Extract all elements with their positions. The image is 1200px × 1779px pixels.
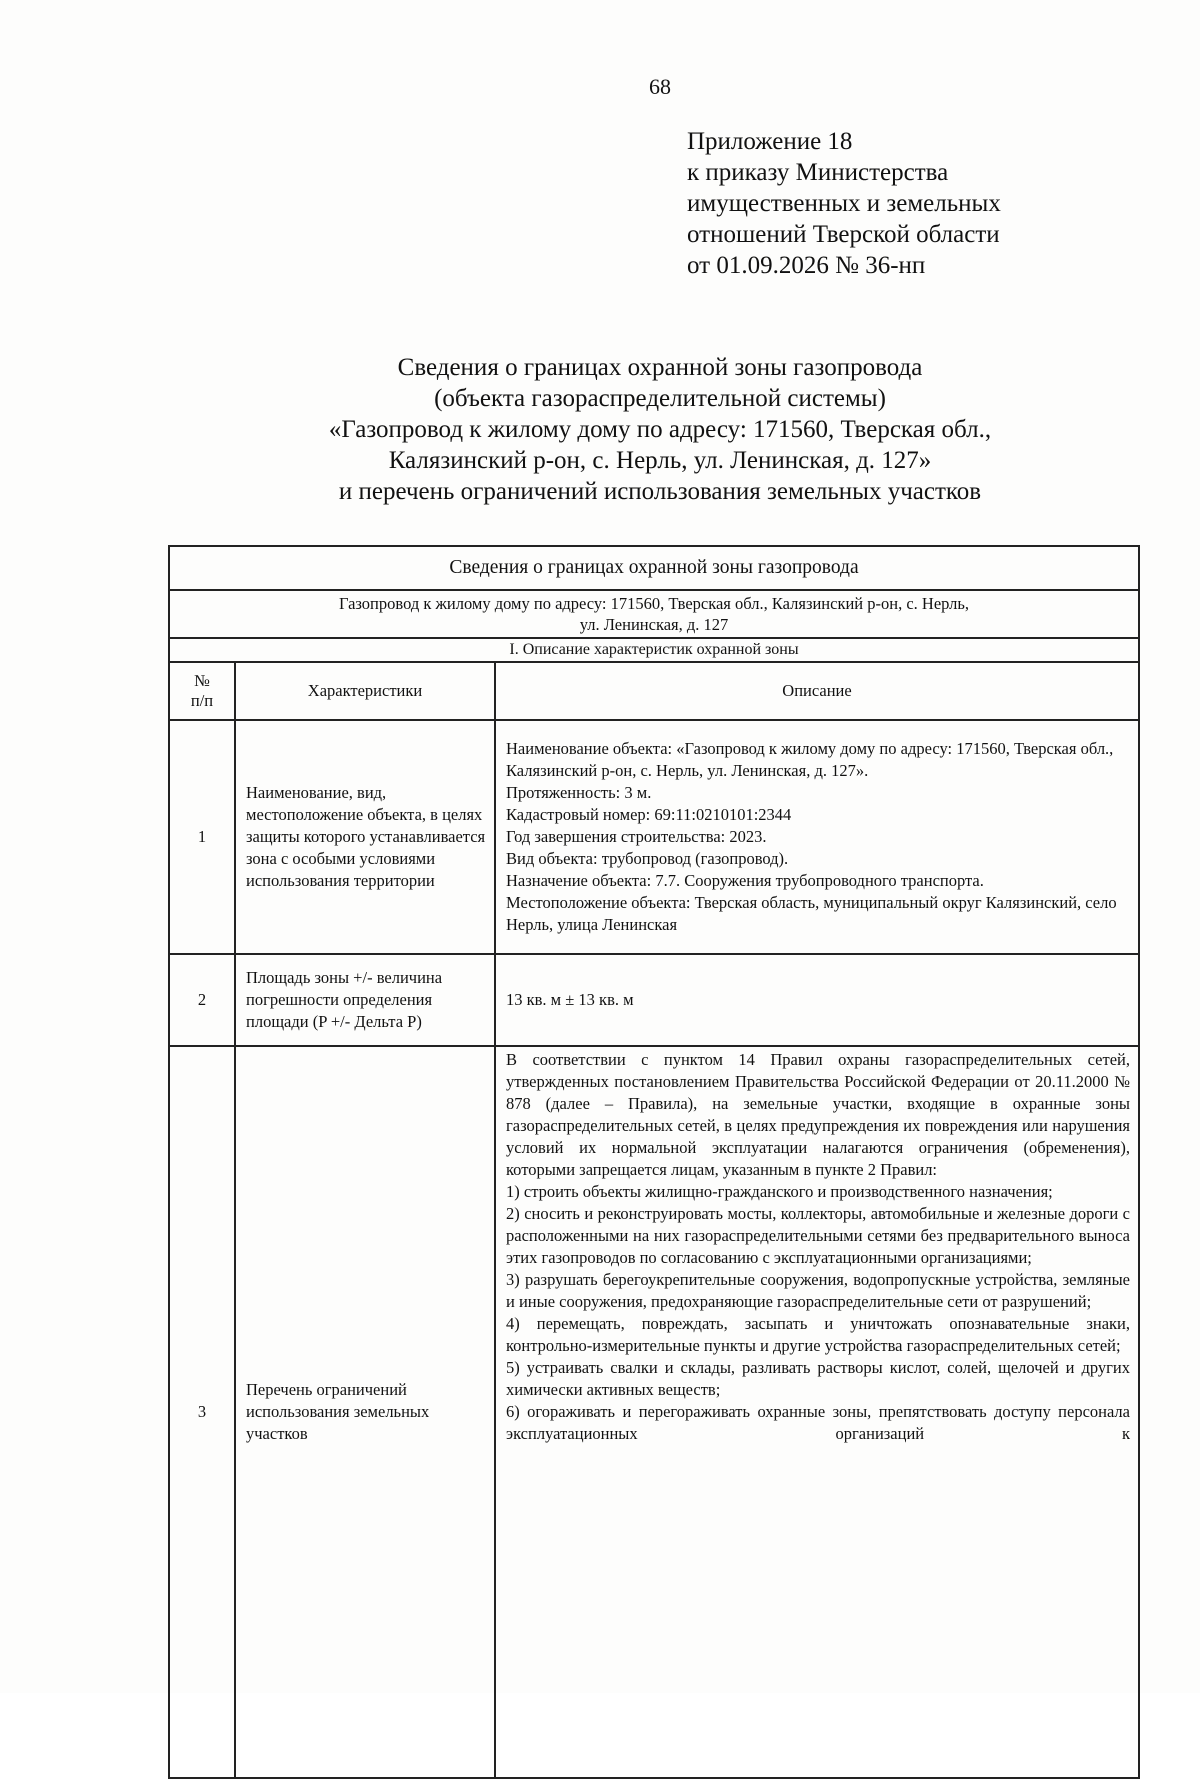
description-paragraph: 2) сносить и реконструировать мосты, коллекторы, автомобильные и железные дороги с расположенными на них газораспределительными сетями без предварительного выноса этих газопроводов по согласованию с эксплуатационными организациями; [506, 1204, 1130, 1267]
appendix-line: отношений Тверской области [687, 221, 1000, 248]
table-row [169, 1046, 1139, 1778]
description-paragraph: Местоположение объекта: Тверская область, муниципальный округ Калязинский, село Нерль, улица Ленинская [506, 893, 1117, 934]
row-number: 1 [169, 720, 235, 954]
protection-zone-table [168, 545, 1140, 1779]
page-number: 68 [649, 74, 671, 99]
object-name-line: Газопровод к жилому дому по адресу: 171560, Тверская обл., Калязинский р-он, с. Нерль, [338, 594, 970, 613]
row-characteristic: Наименование, вид, местоположение объекта, в целях защиты которого устанавливается зона с особыми условиями использования территории [235, 720, 495, 954]
description-paragraph: Протяженность: 3 м. [506, 783, 652, 802]
column-header-description: Описание [495, 662, 1139, 720]
appendix-line: имущественных и земельных [687, 190, 1001, 217]
table-header: Сведения о границах охранной зоны газопровода [169, 546, 1139, 590]
table-row [169, 954, 1139, 1046]
description-paragraph: 6) огораживать и перегораживать охранные зоны, препятствовать доступу персонала эксплуатационных организаций к [506, 1402, 1130, 1443]
appendix-reference [687, 126, 1001, 281]
title-line: Калязинский р-он, с. Нерль, ул. Ленинская, д. 127» [388, 447, 932, 474]
row-description [495, 720, 1139, 954]
title-line: «Газопровод к жилому дому по адресу: 171560, Тверская обл., [328, 416, 992, 443]
column-header-number-line: п/п [190, 691, 214, 710]
title-line: (объекта газораспределительной системы) [434, 385, 886, 412]
description-paragraph: Вид объекта: трубопровод (газопровод). [506, 849, 789, 868]
row-description [495, 1046, 1139, 1778]
row-number: 2 [169, 954, 235, 1046]
description-paragraph: В соответствии с пунктом 14 Правил охраны газораспределительных сетей, утвержденных постановлением Правительства Российской Федерации от 20.11.2000 № 878 (далее – Правила), на земельные участки, входящие в охранные зоны газораспределительных сетей, в целях предупреждения их повреждения или нарушения условий их нормальной эксплуатации налагаются ограничения (обременения), которыми запрещается лицам, указанным в пункте 2 Правил: [506, 1050, 1130, 1179]
object-name-line: ул. Ленинская, д. 127 [579, 615, 729, 634]
column-header-number-line: № [194, 671, 210, 690]
column-header-number [169, 662, 235, 720]
title-line: Сведения о границах охранной зоны газопровода [397, 354, 923, 381]
description-paragraph: 4) перемещать, повреждать, засыпать и уничтожать опознавательные знаки, контрольно-измерительные пункты и другие устройства газораспределительных сетей; [506, 1314, 1130, 1355]
section-heading: I. Описание характеристик охранной зоны [169, 638, 1139, 662]
table-row [169, 720, 1139, 954]
description-paragraph: Наименование объекта: «Газопровод к жилому дому по адресу: 171560, Тверская обл., Калязинский р-он, с. Нерль, ул. Ленинская, д. 127». [506, 739, 1114, 780]
row-characteristic: Площадь зоны +/- величина погрешности определения площади (P +/- Дельта P) [235, 954, 495, 1046]
row-number: 3 [169, 1046, 235, 1778]
description-paragraph: 5) устраивать свалки и склады, разливать растворы кислот, солей, щелочей и других химически активных веществ; [506, 1358, 1130, 1399]
title-line: и перечень ограничений использования земельных участков [338, 478, 982, 505]
column-header-row [169, 662, 1139, 720]
column-header-characteristics: Характеристики [235, 662, 495, 720]
description-paragraph: 13 кв. м ± 13 кв. м [506, 990, 634, 1009]
description-paragraph: 1) строить объекты жилищно-гражданского и производственного назначения; [506, 1182, 1053, 1201]
appendix-line: к приказу Министерства [687, 159, 949, 186]
document-title [230, 352, 1090, 507]
object-name-row [169, 590, 1139, 638]
description-paragraph: 3) разрушать берегоукрепительные сооружения, водопропускные устройства, земляные и иные сооружения, предохраняющие газораспределительные сети от разрушений; [506, 1270, 1130, 1311]
description-paragraph: Кадастровый номер: 69:11:0210101:2344 [506, 805, 792, 824]
description-paragraph: Год завершения строительства: 2023. [506, 827, 767, 846]
row-characteristic: Перечень ограничений использования земельных участков [235, 1046, 495, 1778]
appendix-line: от 01.09.2026 № 36-нп [687, 252, 926, 279]
appendix-line: Приложение 18 [687, 128, 853, 155]
row-description [495, 954, 1139, 1046]
description-paragraph: Назначение объекта: 7.7. Сооружения трубопроводного транспорта. [506, 871, 984, 890]
